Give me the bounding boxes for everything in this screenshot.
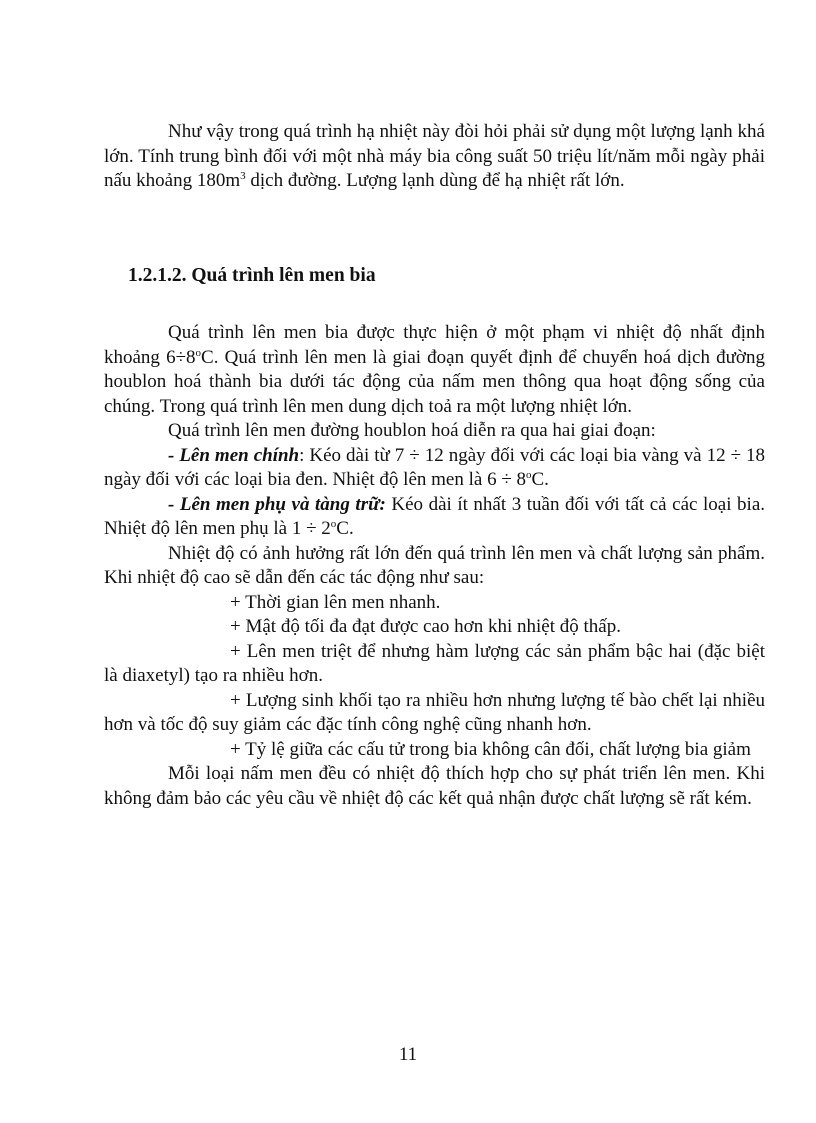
paragraph-1 bbox=[104, 321, 765, 419]
secondary-fermentation-end: C. bbox=[336, 518, 354, 539]
bullet-item: + Lên men triệt để nhưng hàm lượng các sản phẩm bậc hai (đặc biệt là diaxetyl) tạo ra nhiều hơn. bbox=[104, 640, 765, 686]
secondary-fermentation-text: Kéo dài ít nhất 3 tuần đối với tất cả các loại bia. Nhiệt độ lên men phụ là 1 ÷ 2 bbox=[104, 493, 766, 539]
degree-sup: o bbox=[526, 469, 532, 481]
intro-text-end: dịch đường. Lượng lạnh dùng để hạ nhiệt rất lớn. bbox=[245, 170, 625, 191]
paragraph-main-fermentation bbox=[104, 444, 765, 493]
p1-start: Quá trình lên men bia được thực hiện ở một phạm vi nhiệt độ nhất định khoảng 6÷8 bbox=[104, 322, 765, 368]
paragraph-2: Quá trình lên men đường houblon hoá diễn ra qua hai giai đoạn: bbox=[168, 420, 656, 441]
degree-sup: o bbox=[330, 518, 337, 530]
bullet-item: + Mật độ tối đa đạt được cao hơn khi nhiệt độ thấp. bbox=[230, 616, 621, 637]
paragraph-temperature-effects: Nhiệt độ có ảnh hưởng rất lớn đến quá trình lên men và chất lượng sản phẩm. Khi nhiệt độ cao sẽ dẫn đến các tác động như sau: bbox=[104, 542, 765, 588]
intro-text-start: Như vậy trong quá trình hạ nhiệt này đòi hỏi phải sử dụng một lượng lạnh khá lớn. Tính trung bình đối với một nhà máy bia công suất 50 triệu lít/năm mỗi ngày phải nấu khoảng 180m bbox=[104, 121, 765, 191]
main-fermentation-text: : Kéo dài từ 7 ÷ 12 ngày đối với các loại bia vàng và 12 ÷ 18 ngày đối với các loại bia đen. Nhiệt độ lên men là 6 ÷ 8 bbox=[104, 444, 765, 490]
paragraph-secondary-fermentation bbox=[104, 493, 765, 542]
intro-block bbox=[104, 120, 765, 194]
page-number: 11 bbox=[398, 1044, 418, 1065]
p1-end: C. Quá trình lên men là giai đoạn quyết định để chuyển hoá dịch đường houblon hoá thành bia dưới tác động của nấm men thông qua hoạt động sống của chúng. Trong quá trình lên men dung dịch toả ra một lượng nhiệt lớn. bbox=[104, 346, 765, 417]
section-body bbox=[104, 321, 765, 811]
section-heading: 1.2.1.2. Quá trình lên men bia bbox=[128, 265, 376, 286]
main-fermentation-end: C. bbox=[531, 469, 549, 490]
paragraph-conclusion: Mỗi loại nấm men đều có nhiệt độ thích hợp cho sự phát triển lên men. Khi không đảm bảo các yêu cầu về nhiệt độ các kết quả nhận được chất lượng sẽ rất kém. bbox=[104, 763, 765, 809]
intro-paragraph bbox=[104, 120, 765, 194]
degree-sup: o bbox=[195, 346, 202, 359]
bullet-item: + Lượng sinh khối tạo ra nhiều hơn nhưng lượng tế bào chết lại nhiều hơn và tốc độ suy giảm các đặc tính công nghệ cũng nhanh hơn. bbox=[104, 689, 765, 735]
bullet-item: + Thời gian lên men nhanh. bbox=[230, 591, 441, 613]
secondary-fermentation-label: - Lên men phụ và tàng trữ: bbox=[168, 493, 386, 515]
bullet-item: + Tỷ lệ giữa các cấu tử trong bia không cân đối, chất lượng bia giảm bbox=[230, 738, 751, 760]
cubic-superscript: 3 bbox=[240, 170, 246, 182]
main-fermentation-label: - Lên men chính bbox=[168, 444, 300, 466]
